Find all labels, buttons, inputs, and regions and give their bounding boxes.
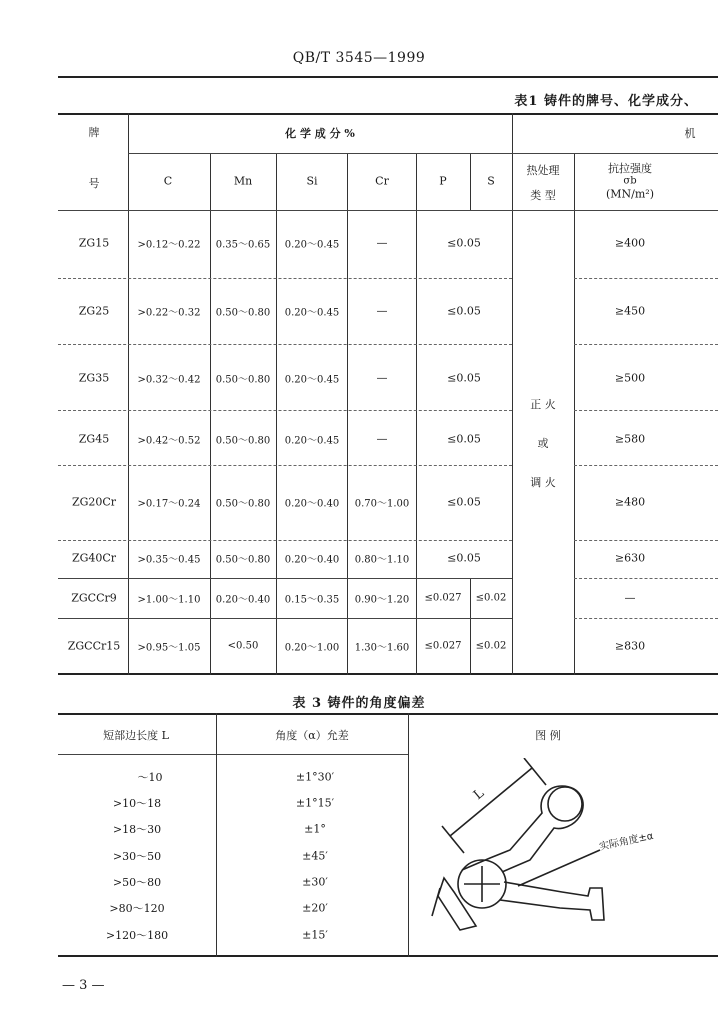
table-row-mn: 0.50～0.80 <box>215 435 271 447</box>
base-flange <box>438 878 476 930</box>
table3-row-length: >18～30 <box>112 823 162 836</box>
row-separator <box>574 410 718 411</box>
header-tensile-unit: (MN/m²) <box>605 187 655 201</box>
table-row-grade: ZG20Cr <box>71 495 117 509</box>
v-line <box>408 713 409 957</box>
row-separator <box>574 578 718 579</box>
table3-row-length: >50～80 <box>112 876 162 889</box>
table-row-tensile: — <box>624 591 636 605</box>
table3-row-length: >120～180 <box>105 929 169 942</box>
table-row-s: ≤0.02 <box>475 640 507 652</box>
row-separator <box>574 465 718 466</box>
table-row-grade: ZG25 <box>78 304 110 318</box>
table-row-cr: 0.90～1.20 <box>354 594 410 606</box>
table-row-ps: ≤0.05 <box>447 495 481 509</box>
table-row-ps: ≤0.05 <box>447 432 481 446</box>
table-row-cr: 0.80～1.10 <box>354 554 410 566</box>
table-row-c: >0.42～0.52 <box>137 435 201 447</box>
header-subdivider <box>128 153 512 154</box>
table-row-c: >0.32～0.42 <box>137 374 201 386</box>
table-row-cr: — <box>376 371 388 385</box>
table3-bottom-rule <box>58 955 718 957</box>
table-row-tensile: ≥450 <box>614 304 646 318</box>
header-bottom-line <box>58 210 718 211</box>
header-s: S <box>487 174 495 188</box>
straight-arm-outline <box>500 882 604 920</box>
heat-treatment-normalize: 正 火 <box>530 398 556 411</box>
v-line <box>347 153 348 675</box>
header-cr: Cr <box>375 174 389 188</box>
page-number: — 3 — <box>62 978 105 993</box>
table-row-ps: ≤0.05 <box>447 236 481 250</box>
table-row-tensile: ≥630 <box>614 551 646 565</box>
table1-bottom-rule <box>58 673 718 675</box>
table3-top-rule <box>58 713 718 715</box>
table-row-tensile: ≥480 <box>614 495 646 509</box>
table-row-tensile: ≥400 <box>614 236 646 250</box>
row-separator <box>574 344 718 345</box>
table-row-cr: — <box>376 236 388 250</box>
angle-leader <box>518 850 600 886</box>
table3-row-length: >10～18 <box>112 797 162 810</box>
header-c: C <box>163 174 173 188</box>
table3-header-line <box>58 754 408 755</box>
table-row-c: >1.00～1.10 <box>137 594 201 606</box>
table-row-cr: 1.30～1.60 <box>354 642 410 654</box>
table3-header-length: 短部边长度 L <box>103 729 169 742</box>
header-heat-top: 热处理 <box>526 164 560 177</box>
table-row-s: ≤0.02 <box>475 592 507 604</box>
table-row-ps: ≤0.05 <box>447 304 481 318</box>
table-row-tensile: ≥580 <box>614 432 646 446</box>
table-row-grade: ZG15 <box>78 236 110 250</box>
table3-row-tolerance: ±15′ <box>302 928 328 942</box>
table-row-grade: ZG45 <box>78 432 110 446</box>
header-tensile-top: 抗拉强度 <box>608 162 652 175</box>
dimension-label: L <box>470 786 488 804</box>
table-row-mn: 0.20～0.40 <box>215 594 271 606</box>
heat-treatment-or: 或 <box>537 437 549 450</box>
arm-end-boss <box>548 787 582 821</box>
table-row-p: ≤0.027 <box>424 592 462 604</box>
row-separator <box>58 618 512 619</box>
header-tensile-symbol: σb <box>623 175 637 187</box>
v-line <box>512 113 513 675</box>
row-separator <box>58 540 512 541</box>
table-row-si: 0.20～1.00 <box>284 642 340 654</box>
table-row-cr: — <box>376 304 388 318</box>
table-row-si: 0.20～0.45 <box>284 307 340 319</box>
table3-row-length: >30～50 <box>112 850 162 863</box>
angle-note: 实际角度±α <box>598 830 655 853</box>
table-row-grade: ZGCCr15 <box>67 639 121 653</box>
v-line <box>470 153 471 211</box>
table-row-c: >0.95～1.05 <box>137 642 201 654</box>
table-row-c: >0.17～0.24 <box>137 498 201 510</box>
table-row-mn: <0.50 <box>227 640 259 652</box>
table3-header-figure: 图 例 <box>535 729 561 742</box>
table-row-ps: ≤0.05 <box>447 371 481 385</box>
v-line <box>276 153 277 675</box>
v-line <box>216 713 217 957</box>
casting-angle-diagram <box>420 758 710 948</box>
header-rule <box>58 76 718 78</box>
header-si: Si <box>306 174 318 188</box>
table-row-si: 0.20～0.40 <box>284 498 340 510</box>
header-mech-group: 机 <box>684 127 696 140</box>
extension-line <box>442 826 464 853</box>
table3-row-tolerance: ±1° <box>304 822 326 836</box>
header-subdivider <box>512 153 718 154</box>
dimension-line <box>450 768 532 836</box>
table-row-c: >0.22～0.32 <box>137 307 201 319</box>
header-grade-bottom: 号 <box>88 177 100 190</box>
header-chem-group: 化 学 成 分 % <box>285 127 355 140</box>
table-row-mn: 0.50～0.80 <box>215 374 271 386</box>
row-separator <box>574 618 718 619</box>
table-row-mn: 0.50～0.80 <box>215 498 271 510</box>
table-row-mn: 0.50～0.80 <box>215 307 271 319</box>
table-row-tensile: ≥500 <box>614 371 646 385</box>
header-heat-bottom: 类 型 <box>530 189 556 202</box>
row-separator <box>574 540 718 541</box>
row-separator <box>58 278 512 279</box>
table-row-si: 0.20～0.45 <box>284 374 340 386</box>
header-mn: Mn <box>233 174 253 188</box>
table3-row-tolerance: ±1°30′ <box>295 770 335 784</box>
v-line <box>210 153 211 675</box>
table-row-mn: 0.50～0.80 <box>215 554 271 566</box>
table3-caption: 表 3 铸件的角度偏差 <box>292 696 426 711</box>
table1-caption: 表1 铸件的牌号、化学成分、 <box>514 94 698 109</box>
standard-number: QB/T 3545—1999 <box>292 50 426 66</box>
v-line <box>416 153 417 675</box>
table3-row-tolerance: ±30′ <box>302 875 328 889</box>
v-line <box>574 153 575 675</box>
table-row-c: >0.12～0.22 <box>137 239 201 251</box>
table-row-si: 0.15～0.35 <box>284 594 340 606</box>
heat-treatment-temper: 调 火 <box>530 476 556 489</box>
table-row-mn: 0.35～0.65 <box>215 239 271 251</box>
table-row-ps: ≤0.05 <box>447 551 481 565</box>
table1-top-rule <box>58 113 718 115</box>
table3-header-tolerance: 角度（α）允差 <box>275 729 349 742</box>
table-row-si: 0.20～0.40 <box>284 554 340 566</box>
table-row-grade: ZG40Cr <box>71 551 117 565</box>
table3-row-tolerance: ±45′ <box>302 849 328 863</box>
row-separator <box>574 278 718 279</box>
table3-row-tolerance: ±20′ <box>302 901 328 915</box>
table-row-cr: — <box>376 432 388 446</box>
table-row-grade: ZG35 <box>78 371 110 385</box>
row-separator <box>58 410 512 411</box>
table-row-c: >0.35～0.45 <box>137 554 201 566</box>
table-row-tensile: ≥830 <box>614 639 646 653</box>
v-line <box>128 113 129 675</box>
table-row-si: 0.20～0.45 <box>284 239 340 251</box>
row-separator <box>58 465 512 466</box>
table-row-si: 0.20～0.45 <box>284 435 340 447</box>
table3-row-tolerance: ±1°15′ <box>295 796 335 810</box>
table-row-p: ≤0.027 <box>424 640 462 652</box>
header-p: P <box>439 174 447 188</box>
row-separator <box>58 578 512 579</box>
table-row-cr: 0.70～1.00 <box>354 498 410 510</box>
table-row-grade: ZGCCr9 <box>71 591 117 605</box>
v-line <box>470 578 471 675</box>
table3-row-length: >80～120 <box>109 902 165 915</box>
table3-row-length: ～10 <box>137 771 163 784</box>
row-separator <box>58 344 512 345</box>
header-grade-top: 牌 <box>88 126 100 139</box>
